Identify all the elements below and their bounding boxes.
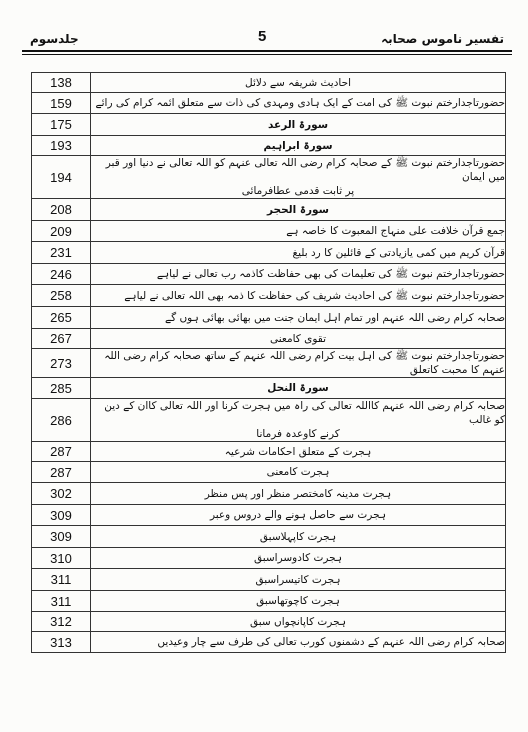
volume-label: جلدسوم [30, 32, 79, 46]
toc-page-number: 311 [32, 591, 91, 612]
toc-entry-title [91, 612, 506, 632]
toc-row [32, 399, 506, 442]
toc-page-number: 175 [32, 114, 91, 136]
toc-entry-text: حضورتاجدارختم نبوت ﷺ کی اہل بیت کرام رضی اللہ عنہم کے ساتھ صحابہ کرام رضی اللہ عنہم کا محبت کاتعلق [104, 350, 505, 376]
toc-entry-text-line2: کرنے کاوعدہ فرمانا [256, 428, 340, 440]
toc-entry-text: تقوی کامعنی [269, 332, 327, 345]
toc-entry-title [91, 329, 506, 349]
toc-page-number: 285 [32, 378, 91, 399]
toc-entry-text: حضورتاجدارختم نبوت ﷺ کی احادیث شریف کی حفاظت کا ذمہ بھی اللہ تعالی نے لیاہے [124, 289, 505, 302]
toc-entry-title [91, 378, 506, 399]
toc-entry-text: قرآن کریم میں کمی یازیادتی کے قائلین کا رد بلیغ [292, 246, 505, 259]
toc-entry-title [91, 114, 506, 136]
toc-row [32, 199, 506, 221]
toc-entry-title [91, 221, 506, 242]
toc-entry-text: سورۃ الحجر [267, 203, 329, 216]
toc-entry-text: ہجرت کامعنی [266, 466, 330, 478]
toc-entry-text: ہجرت کاچوتھاسبق [256, 595, 340, 607]
toc-entry-title [91, 93, 506, 114]
toc-page-number: 273 [32, 349, 91, 378]
toc-page-number: 209 [32, 221, 91, 242]
book-title: تفسیر ناموس صحابہ [381, 32, 504, 46]
toc-entry-text-line2: پر ثابت قدمی عطافرمائی [241, 185, 355, 197]
toc-row [32, 569, 506, 591]
toc-entry-text: سورۃ الرعد [267, 118, 329, 131]
toc-row [32, 156, 506, 199]
toc-entry-title [91, 264, 506, 285]
toc-row [32, 73, 506, 93]
toc-page-number: 246 [32, 264, 91, 285]
toc-page-number: 265 [32, 307, 91, 329]
toc-row [32, 136, 506, 156]
toc-entry-title [91, 136, 506, 156]
toc-entry-title [91, 242, 506, 264]
toc-entry-title [91, 156, 506, 199]
header-divider [22, 50, 512, 52]
page-header [22, 18, 512, 58]
toc-entry-title [91, 73, 506, 93]
toc-row [32, 483, 506, 505]
toc-entry-text: صحابہ کرام رضی اللہ عنہم اور تمام اہل ایمان جنت میں بھائی بھائی ہوں گے [164, 311, 505, 324]
toc-entry-text: حضورتاجدارختم نبوت ﷺ کی امت کے ایک ہادی ومہدی کی ذات سے متعلق ائمہ کرام کی رائے [95, 97, 505, 109]
toc-entry-text: سورۃ ابراہیم [263, 139, 333, 152]
toc-row [32, 548, 506, 569]
toc-page-number: 267 [32, 329, 91, 349]
toc-row [32, 442, 506, 462]
toc-page-number: 310 [32, 548, 91, 569]
toc-page-number: 208 [32, 199, 91, 221]
toc-entry-title [91, 591, 506, 612]
toc-entry-text: ہجرت کے متعلق احکامات شرعیہ [224, 445, 372, 458]
toc-row [32, 591, 506, 612]
toc-entry-text: ہجرت کاتیسراسبق [255, 573, 341, 586]
toc-entry-text: ہجرت کاپانچواں سبق [249, 615, 347, 628]
toc-entry-title [91, 526, 506, 548]
toc-entry-title [91, 569, 506, 591]
toc-entry-title [91, 349, 506, 378]
toc-entry-text: حضورتاجدارختم نبوت ﷺ کی تعلیمات کی بھی حفاظت کاذمہ رب تعالی نے لیاہے [156, 268, 505, 280]
toc-row [32, 93, 506, 114]
toc-entry-title [91, 548, 506, 569]
toc-row [32, 612, 506, 632]
toc-row [32, 632, 506, 653]
toc-page-number: 287 [32, 442, 91, 462]
toc-entry-text: جمع قرآن خلافت علی منہاج المعبوت کا خاصہ ہے [286, 225, 505, 237]
toc-row [32, 307, 506, 329]
toc-entry-title [91, 307, 506, 329]
toc-entry-text: سورۃ النحل [267, 382, 329, 394]
toc-row [32, 378, 506, 399]
toc-row [32, 242, 506, 264]
header-divider-thin [22, 54, 512, 55]
toc-row [32, 114, 506, 136]
toc-row [32, 221, 506, 242]
toc-page-number: 138 [32, 73, 91, 93]
toc-entry-text: صحابہ کرام رضی اللہ عنہم کااللہ تعالی کی راہ میں ہجرت کرنا اور اللہ تعالی کاان کے دین کو غالب [104, 400, 505, 426]
toc-entry-text: ہجرت سے حاصل ہونے والے دروس وعبر [209, 509, 387, 521]
toc-row [32, 285, 506, 307]
toc-entry-text: ہجرت کاپہلاسبق [259, 530, 337, 543]
toc-page-number: 313 [32, 632, 91, 653]
toc-row [32, 349, 506, 378]
toc-page-number: 309 [32, 526, 91, 548]
toc-entry-text: ہجرت مدینہ کامختصر منظر اور پس منظر [204, 487, 392, 500]
toc-row [32, 526, 506, 548]
toc-page-number: 193 [32, 136, 91, 156]
toc-entry-title [91, 442, 506, 462]
toc-entry-title [91, 399, 506, 442]
toc-entry-title [91, 483, 506, 505]
toc-entry-title [91, 462, 506, 483]
table-of-contents [31, 72, 506, 653]
toc-page-number: 194 [32, 156, 91, 199]
toc-page-number: 231 [32, 242, 91, 264]
toc-page-number: 311 [32, 569, 91, 591]
toc-row [32, 329, 506, 349]
toc-entry-text: صحابہ کرام رضی اللہ عنہم کے دشمنوں کورب تعالی کی طرف سے چار وعیدیں [157, 636, 505, 648]
toc-row [32, 264, 506, 285]
toc-page-number: 258 [32, 285, 91, 307]
toc-page-number: 312 [32, 612, 91, 632]
toc-row [32, 505, 506, 526]
toc-entry-title [91, 199, 506, 221]
toc-page-number: 159 [32, 93, 91, 114]
toc-entry-title [91, 285, 506, 307]
toc-entry-title [91, 505, 506, 526]
toc-page-number: 287 [32, 462, 91, 483]
toc-entry-text: حضورتاجدارختم نبوت ﷺ کے صحابہ کرام رضی اللہ تعالی عنہم کو اللہ تعالی نے دنیا اور قبر میں ایمان [105, 157, 505, 183]
toc-page-number: 302 [32, 483, 91, 505]
page-number: 5 [258, 28, 267, 45]
toc-entry-text: ہجرت کادوسراسبق [253, 552, 343, 564]
toc-entry-text: احادیث شریفہ سے دلائل [245, 76, 351, 89]
toc-page-number: 309 [32, 505, 91, 526]
toc-page-number: 286 [32, 399, 91, 442]
toc-entry-title [91, 632, 506, 653]
toc-row [32, 462, 506, 483]
